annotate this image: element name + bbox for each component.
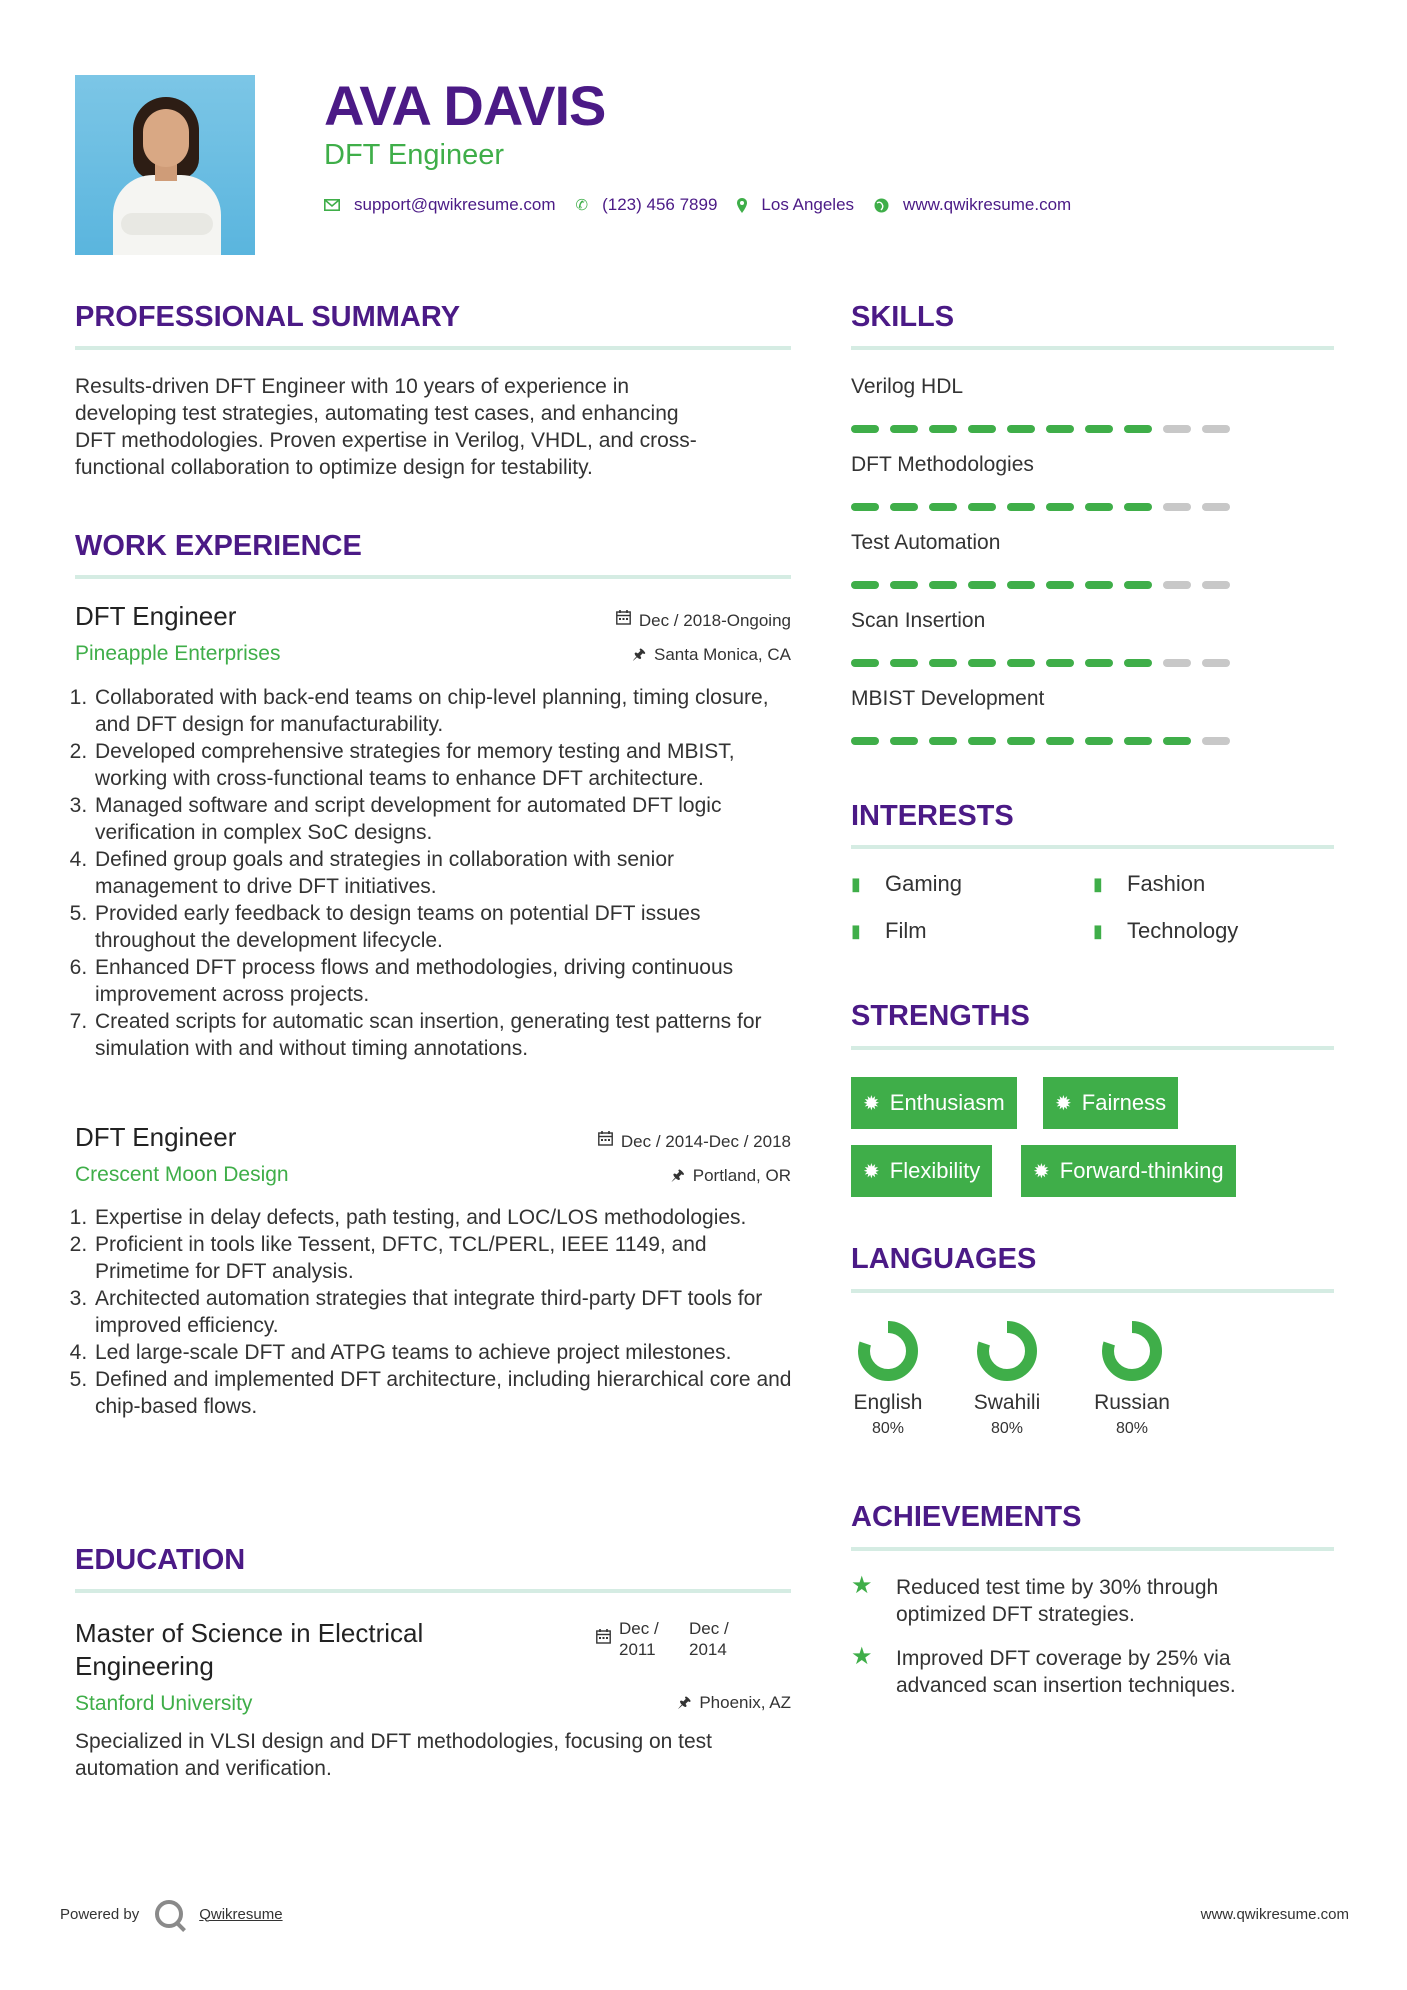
skill-name: Scan Insertion (851, 609, 986, 632)
education-start-text: Dec / (619, 1619, 659, 1638)
strength-label: Forward-thinking (1059, 1158, 1224, 1183)
skill-dot-empty (1163, 659, 1191, 667)
education-desc-line: Specialized in VLSI design and DFT methodologies, focusing on test (75, 1730, 712, 1753)
skill-dot-filled (1046, 581, 1074, 589)
achievements-rule (851, 1547, 1334, 1551)
interest-item (1093, 871, 1205, 897)
skill-dot-empty (1202, 503, 1230, 511)
skill-dot-filled (1007, 503, 1035, 511)
job-dates-text: Dec / 2014-Dec / 2018 (620, 1132, 791, 1151)
skill-dot-filled (1085, 659, 1113, 667)
skill-level-bar (851, 425, 1241, 433)
skill-dot-filled (929, 737, 957, 745)
pushpin-icon: 🖈 (677, 1694, 692, 1711)
degree-title (75, 1617, 495, 1683)
calendar-icon (596, 1628, 611, 1660)
skill-dot-filled (1046, 425, 1074, 433)
strength-chip (1021, 1145, 1236, 1197)
language-item (952, 1318, 1062, 1440)
interests-heading: INTERESTS (851, 800, 1014, 832)
interest-item (851, 918, 927, 944)
skill-dot-empty (1202, 581, 1230, 589)
badge-icon: ✹ (1033, 1160, 1050, 1183)
skill-level-bar (851, 659, 1241, 667)
education-dates (596, 1618, 759, 1660)
skill-dot-empty (1202, 425, 1230, 433)
interest-label: Film (885, 918, 927, 943)
skill-dot-empty (1163, 581, 1191, 589)
language-name: English (853, 1391, 923, 1414)
job-responsibilities (75, 1204, 795, 1420)
skill-dot-filled (1124, 659, 1152, 667)
skill-dot-filled (968, 425, 996, 433)
skill-dot-empty (1202, 737, 1230, 745)
strength-chip (1043, 1077, 1178, 1129)
skill-dot-filled (1046, 737, 1074, 745)
list-item: 5. Defined and implemented DFT architecture, including hierarchical core and chip-based flows. (93, 1366, 795, 1420)
pushpin-icon: 🖈 (670, 1167, 685, 1184)
summary-line: developing test strategies, automating test cases, and enhancing (75, 402, 679, 425)
skill-level-bar (851, 581, 1241, 589)
skill-level-bar (851, 503, 1241, 511)
language-ring (1099, 1318, 1165, 1384)
languages-heading: LANGUAGES (851, 1243, 1037, 1275)
achievement-item (851, 1645, 1236, 1699)
list-item: 4. Led large-scale DFT and ATPG teams to achieve project milestones. (93, 1339, 795, 1366)
candidate-role: DFT Engineer (324, 139, 504, 171)
achievement-line: optimized DFT strategies. (896, 1603, 1135, 1626)
summary-line: Results-driven DFT Engineer with 10 years of experience in (75, 375, 630, 398)
calendar-icon (616, 610, 631, 632)
strength-label: Enthusiasm (889, 1090, 1005, 1115)
skill-dot-filled (890, 737, 918, 745)
skill-dot-filled (1046, 503, 1074, 511)
contact-bar (324, 194, 1091, 216)
school-location (677, 1692, 791, 1714)
language-ring (855, 1318, 921, 1384)
pushpin-icon: 🖈 (632, 646, 646, 663)
skill-dot-filled (851, 503, 879, 511)
skill-name: Verilog HDL (851, 375, 964, 398)
list-item: 2. Proficient in tools like Tessent, DFTC, TCL/PERL, IEEE 1149, and Primetime for DFT analysis. (93, 1231, 795, 1285)
footer-powered-by (60, 1900, 283, 1928)
job-location-text: Santa Monica, CA (653, 645, 791, 664)
achievement-line: Improved DFT coverage by 25% via (896, 1647, 1231, 1670)
powered-by-text: Powered by (60, 1905, 140, 1923)
skill-dot-filled (929, 503, 957, 511)
job-title: DFT Engineer (75, 1122, 237, 1152)
school-location-text: Phoenix, AZ (699, 1693, 791, 1712)
language-percent: 80% (990, 1420, 1024, 1437)
degree-line: Engineering (75, 1651, 214, 1681)
contact-email[interactable]: support@qwikresume.com (354, 195, 556, 214)
experience-heading: WORK EXPERIENCE (75, 530, 362, 562)
candidate-name: AVA DAVIS (324, 74, 606, 137)
skill-dot-filled (890, 503, 918, 511)
list-item: 3. Managed software and script development for automated DFT logic verification in complex SoC designs. (93, 792, 795, 846)
skill-dot-filled (890, 425, 918, 433)
language-name: Swahili (973, 1391, 1041, 1414)
book-icon: ▮ (1093, 921, 1103, 941)
skill-dot-empty (1163, 425, 1191, 433)
skill-dot-filled (1046, 659, 1074, 667)
language-name: Russian (1094, 1391, 1170, 1414)
list-item: 4. Defined group goals and strategies in collaboration with senior management to drive DFT initiatives. (93, 846, 795, 900)
book-icon: ▮ (851, 874, 861, 894)
skill-dot-filled (890, 659, 918, 667)
interests-rule (851, 845, 1334, 849)
contact-phone[interactable]: (123) 456 7899 (602, 195, 718, 214)
skill-dot-filled (1085, 503, 1113, 511)
globe-icon (874, 198, 889, 213)
strength-label: Flexibility (889, 1158, 981, 1183)
skill-dot-filled (851, 659, 879, 667)
skill-dot-filled (890, 581, 918, 589)
interest-label: Gaming (885, 871, 963, 896)
education-start (619, 1618, 689, 1660)
language-ring (974, 1318, 1040, 1384)
skill-name: DFT Methodologies (851, 453, 1034, 476)
strength-chip (851, 1145, 992, 1197)
education-desc-line: automation and verification. (75, 1757, 332, 1780)
achievement-line: Reduced test time by 30% through (896, 1576, 1219, 1599)
skill-dot-filled (1007, 737, 1035, 745)
summary-text (75, 373, 795, 481)
skill-dot-filled (1007, 659, 1035, 667)
job-location-text: Portland, OR (692, 1166, 791, 1185)
education-description (75, 1728, 795, 1782)
skills-rule (851, 346, 1334, 350)
job-company: Crescent Moon Design (75, 1163, 289, 1186)
job-dates-text: Dec / 2018-Ongoing (638, 611, 791, 630)
qwikresume-link[interactable]: Qwikresume (199, 1905, 283, 1923)
star-icon: ★ (851, 1643, 873, 1670)
achievement-line: advanced scan insertion techniques. (896, 1674, 1236, 1697)
list-item: 2. Developed comprehensive strategies for memory testing and MBIST, working with cross-functional teams to enhance DFT architecture. (93, 738, 795, 792)
education-end-text: Dec / (689, 1619, 729, 1638)
skills-heading: SKILLS (851, 301, 955, 333)
skill-name: Test Automation (851, 531, 1001, 554)
skill-dot-filled (851, 737, 879, 745)
summary-line: functional collaboration to optimize design for testability. (75, 456, 593, 479)
skill-dot-filled (1085, 425, 1113, 433)
star-icon: ★ (851, 1572, 873, 1599)
strength-label: Fairness (1081, 1090, 1167, 1115)
language-item (833, 1318, 943, 1440)
calendar-icon (598, 1131, 613, 1153)
interest-item (1093, 918, 1238, 944)
book-icon: ▮ (851, 921, 861, 941)
achievements-heading: ACHIEVEMENTS (851, 1501, 1082, 1533)
language-percent: 80% (1115, 1420, 1149, 1437)
book-icon: ▮ (1093, 874, 1103, 894)
skill-dot-filled (929, 581, 957, 589)
profile-photo (75, 75, 255, 255)
education-heading: EDUCATION (75, 1544, 246, 1576)
job-dates (616, 610, 791, 632)
skill-dot-filled (1007, 581, 1035, 589)
list-item: 1. Expertise in delay defects, path testing, and LOC/LOS methodologies. (93, 1204, 795, 1231)
skill-dot-filled (851, 425, 879, 433)
language-percent: 80% (871, 1420, 905, 1437)
skill-dot-filled (1007, 425, 1035, 433)
list-item: 5. Provided early feedback to design teams on potential DFT issues throughout the development lifecycle. (93, 900, 795, 954)
skill-dot-filled (1124, 425, 1152, 433)
list-item: 6. Enhanced DFT process flows and methodologies, driving continuous improvement across projects. (93, 954, 795, 1008)
footer-website[interactable]: www.qwikresume.com (1200, 1906, 1349, 1923)
summary-heading: PROFESSIONAL SUMMARY (75, 301, 461, 333)
skill-dot-filled (1085, 581, 1113, 589)
contact-website[interactable]: www.qwikresume.com (903, 195, 1072, 214)
qwikresume-logo-icon (155, 1900, 183, 1928)
education-rule (75, 1589, 791, 1593)
interest-item (851, 871, 962, 897)
education-end (689, 1618, 759, 1660)
interest-label: Technology (1127, 918, 1239, 943)
envelope-icon (324, 199, 340, 211)
education-end-year: 2014 (689, 1640, 727, 1659)
skill-dot-filled (929, 425, 957, 433)
languages-rule (851, 1289, 1334, 1293)
contact-location: Los Angeles (761, 195, 855, 214)
skill-dot-empty (1163, 503, 1191, 511)
job-title: DFT Engineer (75, 601, 237, 631)
skill-dot-empty (1202, 659, 1230, 667)
skill-dot-filled (968, 581, 996, 589)
skill-name: MBIST Development (851, 687, 1045, 710)
skill-dot-filled (929, 659, 957, 667)
map-pin-icon (737, 198, 747, 213)
skill-dot-filled (968, 737, 996, 745)
job-dates (598, 1131, 791, 1153)
school-name: Stanford University (75, 1692, 253, 1715)
skill-dot-filled (1124, 737, 1152, 745)
strengths-heading: STRENGTHS (851, 1000, 1030, 1032)
badge-icon: ✹ (1055, 1092, 1072, 1115)
list-item: 7. Created scripts for automatic scan insertion, generating test patterns for simulation with and without timing annotations. (93, 1008, 795, 1062)
skill-level-bar (851, 737, 1241, 745)
achievement-item (851, 1574, 1218, 1628)
job-location (632, 644, 791, 666)
strength-chip (851, 1077, 1017, 1129)
job-responsibilities (75, 684, 795, 1062)
language-item (1077, 1318, 1187, 1440)
badge-icon: ✹ (863, 1092, 880, 1115)
skill-dot-filled (1163, 737, 1191, 745)
summary-line: DFT methodologies. Proven expertise in Verilog, VHDL, and cross- (75, 429, 697, 452)
badge-icon: ✹ (863, 1160, 880, 1183)
summary-rule (75, 346, 791, 350)
list-item: 3. Architected automation strategies that integrate third-party DFT tools for improved efficiency. (93, 1285, 795, 1339)
experience-rule (75, 575, 791, 579)
strengths-rule (851, 1046, 1334, 1050)
education-start-year: 2011 (619, 1640, 656, 1659)
interest-label: Fashion (1127, 871, 1206, 896)
job-location (671, 1165, 791, 1187)
job-company: Pineapple Enterprises (75, 642, 281, 665)
list-item: 1. Collaborated with back-end teams on chip-level planning, timing closure, and DFT design for manufacturability. (93, 684, 795, 738)
skill-dot-filled (968, 659, 996, 667)
skill-dot-filled (1124, 581, 1152, 589)
degree-line: Master of Science in Electrical (75, 1618, 424, 1648)
skill-dot-filled (968, 503, 996, 511)
phone-icon: ✆ (575, 197, 589, 214)
skill-dot-filled (1085, 737, 1113, 745)
skill-dot-filled (1124, 503, 1152, 511)
skill-dot-filled (851, 581, 879, 589)
